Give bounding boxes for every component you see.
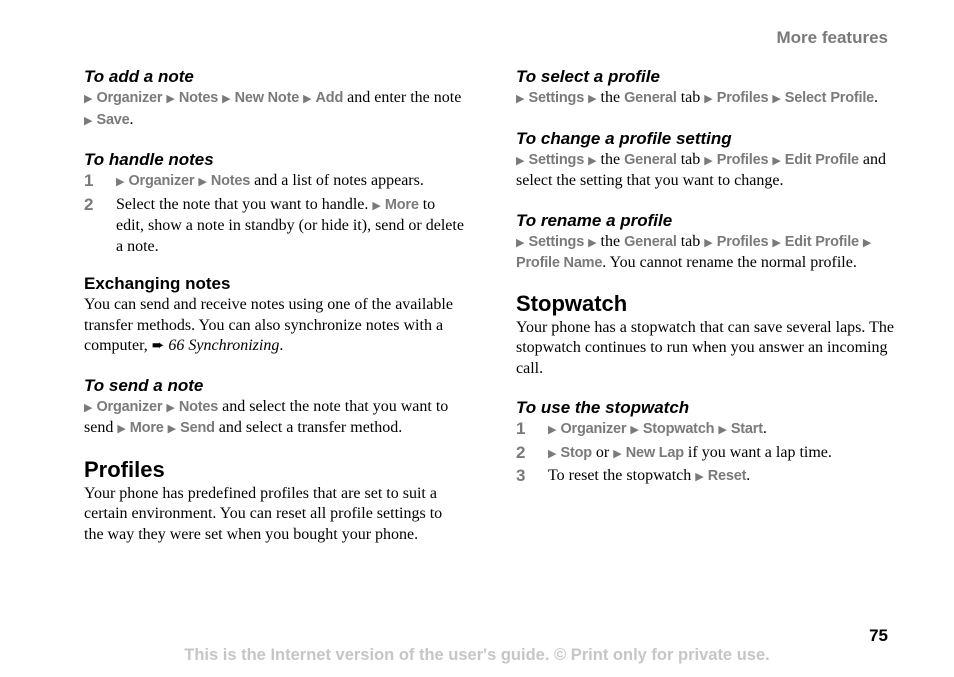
menu-item: Organizer <box>128 173 195 189</box>
menu-arrow-icon: ▶ <box>772 236 781 249</box>
menu-item: General <box>624 90 677 106</box>
menu-item: Stop <box>560 444 592 461</box>
menu-item: Profile Name <box>516 255 603 271</box>
body-text: the <box>596 89 625 106</box>
step-number: 1 <box>516 419 526 438</box>
step-number: 2 <box>84 194 94 214</box>
menu-arrow-icon: ▶ <box>704 93 713 105</box>
body-text: and a list of notes appears. <box>250 172 424 189</box>
page-number: 75 <box>869 626 888 645</box>
menu-arrow-icon: ▶ <box>166 401 175 414</box>
menu-arrow-icon: ▶ <box>167 423 177 435</box>
menu-item: Edit Profile <box>784 151 859 168</box>
select-profile-section <box>516 66 896 110</box>
handle-notes-steps <box>84 171 464 257</box>
menu-item: Notes <box>210 173 251 189</box>
exchanging-notes-title: Exchanging notes <box>84 274 231 293</box>
handle-notes-section <box>84 149 464 257</box>
menu-item: Settings <box>528 90 585 106</box>
add-note-section <box>84 66 464 131</box>
menu-item: Profiles <box>716 233 769 250</box>
menu-arrow-icon: ▶ <box>372 199 381 212</box>
menu-item: New Lap <box>625 444 684 461</box>
menu-item: Add <box>315 90 344 106</box>
menu-arrow-icon: ▶ <box>613 447 622 460</box>
step-number: 2 <box>516 442 526 462</box>
menu-item: More <box>129 420 164 436</box>
body-text: the <box>596 232 625 250</box>
page-header-title: More features <box>776 28 888 47</box>
change-profile-title: To change a profile setting <box>516 128 732 148</box>
exchanging-notes-section <box>84 273 464 357</box>
add-note-title: To add a note <box>84 67 194 86</box>
menu-arrow-icon: ▶ <box>117 423 126 435</box>
menu-item: New Note <box>234 90 300 106</box>
menu-item: Organizer <box>96 398 163 415</box>
menu-item: Organizer <box>96 90 163 106</box>
menu-item: Profiles <box>716 151 769 168</box>
menu-item: Stopwatch <box>642 421 715 437</box>
stopwatch-text: Your phone has a stopwatch that can save several laps. The stopwatch continues to run when you answer an incoming call. <box>516 318 894 377</box>
menu-item: General <box>624 233 677 250</box>
body-text: and select a transfer method. <box>214 419 403 436</box>
menu-item: Profiles <box>716 90 769 106</box>
select-profile-title: To select a profile <box>516 67 660 86</box>
body-text: . <box>279 337 284 354</box>
menu-arrow-icon: ▶ <box>84 93 93 105</box>
body-text: the <box>596 150 625 168</box>
body-text: and select the setting that you want to change. <box>516 150 887 189</box>
menu-arrow-icon: ▶ <box>695 471 704 483</box>
profiles-heading: Profiles <box>84 456 165 482</box>
body-text: and enter the note <box>343 89 462 106</box>
profiles-section <box>84 456 464 546</box>
use-stopwatch-steps <box>516 419 896 488</box>
rename-profile-section <box>516 210 896 274</box>
menu-arrow-icon: ▶ <box>516 236 525 249</box>
change-profile-section <box>516 128 896 192</box>
menu-item: Notes <box>178 90 219 106</box>
menu-arrow-icon: ▶ <box>548 424 557 436</box>
menu-arrow-icon: ▶ <box>588 236 597 249</box>
body-text: . <box>874 89 879 106</box>
menu-item: Save <box>96 111 130 128</box>
menu-arrow-icon: ▶ <box>303 93 312 105</box>
use-stopwatch-title: To use the stopwatch <box>516 398 690 417</box>
menu-arrow-icon: ▶ <box>718 424 727 436</box>
body-text: Select the note that you want to handle. <box>116 195 373 213</box>
body-text: to edit, show a note in standby (or hide it), send or delete a note. <box>116 195 464 255</box>
menu-arrow-icon: ▶ <box>772 154 781 167</box>
menu-item: Select <box>784 90 827 106</box>
menu-arrow-icon: ▶ <box>516 154 525 167</box>
body-text: You can send and receive notes using one of the available transfer methods. You can also synchronize notes with a computer, <box>84 296 453 354</box>
body-text: . <box>746 467 751 484</box>
cross-reference-link[interactable]: 66 Synchronizing <box>164 337 280 354</box>
menu-arrow-icon: ▶ <box>198 176 207 188</box>
body-text: tab <box>676 232 705 250</box>
body-text: . <box>129 110 134 128</box>
step-item <box>516 466 896 488</box>
menu-item: Profile <box>830 90 875 106</box>
step-number: 1 <box>84 171 94 190</box>
menu-arrow-icon: ▶ <box>222 93 231 105</box>
menu-arrow-icon: ▶ <box>630 424 639 436</box>
menu-item: Reset <box>707 468 747 484</box>
profiles-text: Your phone has predefined profiles that are set to suit a certain environment. You can reset all profile settings to the way they were set when you bought your phone. <box>84 484 443 543</box>
send-note-title: To send a note <box>84 375 204 395</box>
menu-arrow-icon: ▶ <box>84 114 93 127</box>
step-item <box>84 195 464 258</box>
send-note-section <box>84 375 464 440</box>
menu-arrow-icon: ▶ <box>588 93 597 105</box>
cross-reference-arrow-icon: ➨ <box>151 338 165 354</box>
body-text: To reset the stopwatch <box>548 467 696 484</box>
body-text: . <box>762 420 767 437</box>
use-stopwatch-section <box>516 397 896 488</box>
body-text: tab <box>676 89 705 106</box>
menu-item: Settings <box>528 233 585 250</box>
handle-notes-title: To handle notes <box>84 150 214 169</box>
menu-arrow-icon: ▶ <box>516 93 525 105</box>
right-column <box>516 66 896 488</box>
menu-arrow-icon: ▶ <box>862 236 872 249</box>
menu-arrow-icon: ▶ <box>166 93 175 105</box>
change-profile-text <box>516 150 896 192</box>
menu-item: Start <box>730 421 763 437</box>
stopwatch-heading: Stopwatch <box>516 290 628 316</box>
menu-item: General <box>624 151 677 168</box>
menu-item: Edit Profile <box>784 233 859 250</box>
menu-arrow-icon: ▶ <box>548 447 557 460</box>
step-number: 3 <box>516 466 526 485</box>
body-text: and select the note that you want to send <box>84 397 449 436</box>
menu-arrow-icon: ▶ <box>772 93 781 105</box>
footer-disclaimer: This is the Internet version of the user's guide. © Print only for private use. <box>184 646 770 664</box>
menu-item: More <box>384 196 419 213</box>
rename-profile-text <box>516 232 896 274</box>
menu-item: Notes <box>178 398 219 415</box>
menu-arrow-icon: ▶ <box>116 176 125 188</box>
step-item <box>84 171 464 193</box>
menu-arrow-icon: ▶ <box>84 401 93 414</box>
body-text: tab <box>676 150 705 168</box>
step-item <box>516 419 896 441</box>
menu-arrow-icon: ▶ <box>588 154 597 167</box>
menu-arrow-icon: ▶ <box>704 236 713 249</box>
menu-item: Settings <box>528 151 585 168</box>
rename-profile-title: To rename a profile <box>516 210 673 230</box>
select-profile-text <box>516 88 896 110</box>
left-column <box>84 66 464 545</box>
menu-arrow-icon: ▶ <box>704 154 713 167</box>
body-text: . You cannot rename the normal profile. <box>602 254 857 271</box>
body-text: if you want a lap time. <box>683 443 832 461</box>
menu-item: Organizer <box>560 421 627 437</box>
exchanging-notes-text <box>84 295 464 357</box>
stopwatch-section <box>516 290 896 380</box>
send-note-text <box>84 397 464 440</box>
add-note-text <box>84 88 464 131</box>
body-text: or <box>591 443 614 461</box>
menu-item: Send <box>180 420 215 436</box>
step-item <box>516 443 896 465</box>
